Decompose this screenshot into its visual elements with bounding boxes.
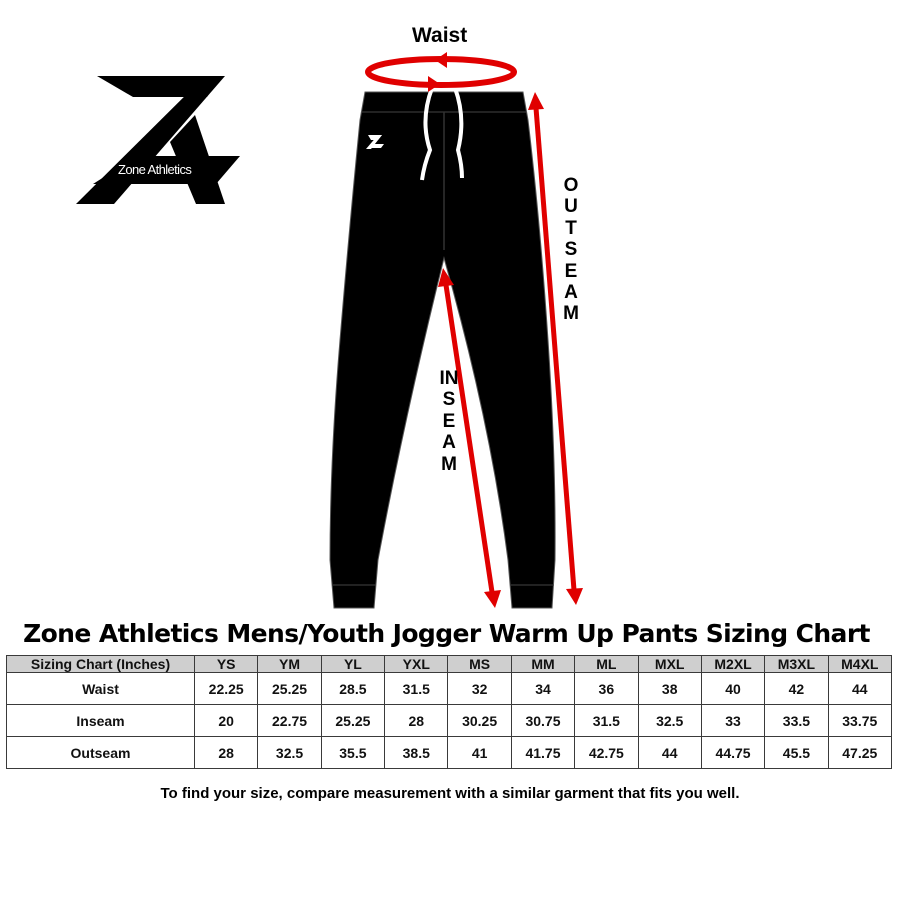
- table-header-cell: YS: [195, 656, 258, 673]
- table-cell: 30.25: [448, 705, 511, 737]
- waist-measurement-arrow: [368, 52, 514, 92]
- table-cell: 33: [701, 705, 764, 737]
- table-cell: 28.5: [321, 673, 384, 705]
- table-cell: 41.75: [511, 737, 574, 769]
- table-cell: 28: [385, 705, 448, 737]
- table-cell: 34: [511, 673, 574, 705]
- table-cell: 41: [448, 737, 511, 769]
- table-cell: 44: [828, 673, 891, 705]
- table-cell: 32.5: [638, 705, 701, 737]
- table-header-row: [7, 656, 892, 673]
- table-header-cell: MS: [448, 656, 511, 673]
- table-cell: 38.5: [385, 737, 448, 769]
- sizing-chart-title: Zone Athletics Mens/Youth Jogger Warm Up Pants Sizing Chart: [23, 619, 870, 648]
- table-cell: 33.75: [828, 705, 891, 737]
- table-cell: 22.25: [195, 673, 258, 705]
- table-header-cell: MXL: [638, 656, 701, 673]
- table-header-cell: Sizing Chart (Inches): [7, 656, 195, 673]
- table-cell: 40: [701, 673, 764, 705]
- inseam-label: INSEAM: [439, 368, 459, 475]
- table-header-cell: M3XL: [765, 656, 828, 673]
- table-cell: 36: [575, 673, 638, 705]
- table-cell: 42.75: [575, 737, 638, 769]
- table-row-label: Inseam: [7, 705, 195, 737]
- jogger-pants-illustration: [330, 92, 555, 608]
- table-row-label: Outseam: [7, 737, 195, 769]
- table-cell: 30.75: [511, 705, 574, 737]
- table-header-cell: YXL: [385, 656, 448, 673]
- table-row: [7, 705, 892, 737]
- waist-label: Waist: [412, 24, 468, 47]
- table-row: [7, 737, 892, 769]
- table-header-cell: ML: [575, 656, 638, 673]
- table-cell: 28: [195, 737, 258, 769]
- table-cell: 35.5: [321, 737, 384, 769]
- sizing-chart-table: [6, 655, 892, 769]
- logo-text: Zone Athletics: [118, 162, 192, 177]
- table-cell: 33.5: [765, 705, 828, 737]
- table-cell: 32.5: [258, 737, 321, 769]
- table-header-cell: YL: [321, 656, 384, 673]
- table-cell: 31.5: [575, 705, 638, 737]
- table-cell: 31.5: [385, 673, 448, 705]
- table-header-cell: YM: [258, 656, 321, 673]
- table-cell: 25.25: [258, 673, 321, 705]
- table-cell: 38: [638, 673, 701, 705]
- table-header-cell: MM: [511, 656, 574, 673]
- table-cell: 44.75: [701, 737, 764, 769]
- table-row-label: Waist: [7, 673, 195, 705]
- table-cell: 44: [638, 737, 701, 769]
- table-cell: 22.75: [258, 705, 321, 737]
- table-row: [7, 673, 892, 705]
- table-cell: 25.25: [321, 705, 384, 737]
- table-cell: 20: [195, 705, 258, 737]
- table-cell: 32: [448, 673, 511, 705]
- table-header-cell: M4XL: [828, 656, 891, 673]
- table-header-cell: M2XL: [701, 656, 764, 673]
- outseam-label: OUTSEAM: [563, 175, 579, 325]
- table-cell: 45.5: [765, 737, 828, 769]
- fit-advice-note: To find your size, compare measurement with a similar garment that fits you well.: [160, 785, 740, 802]
- table-cell: 47.25: [828, 737, 891, 769]
- table-cell: 42: [765, 673, 828, 705]
